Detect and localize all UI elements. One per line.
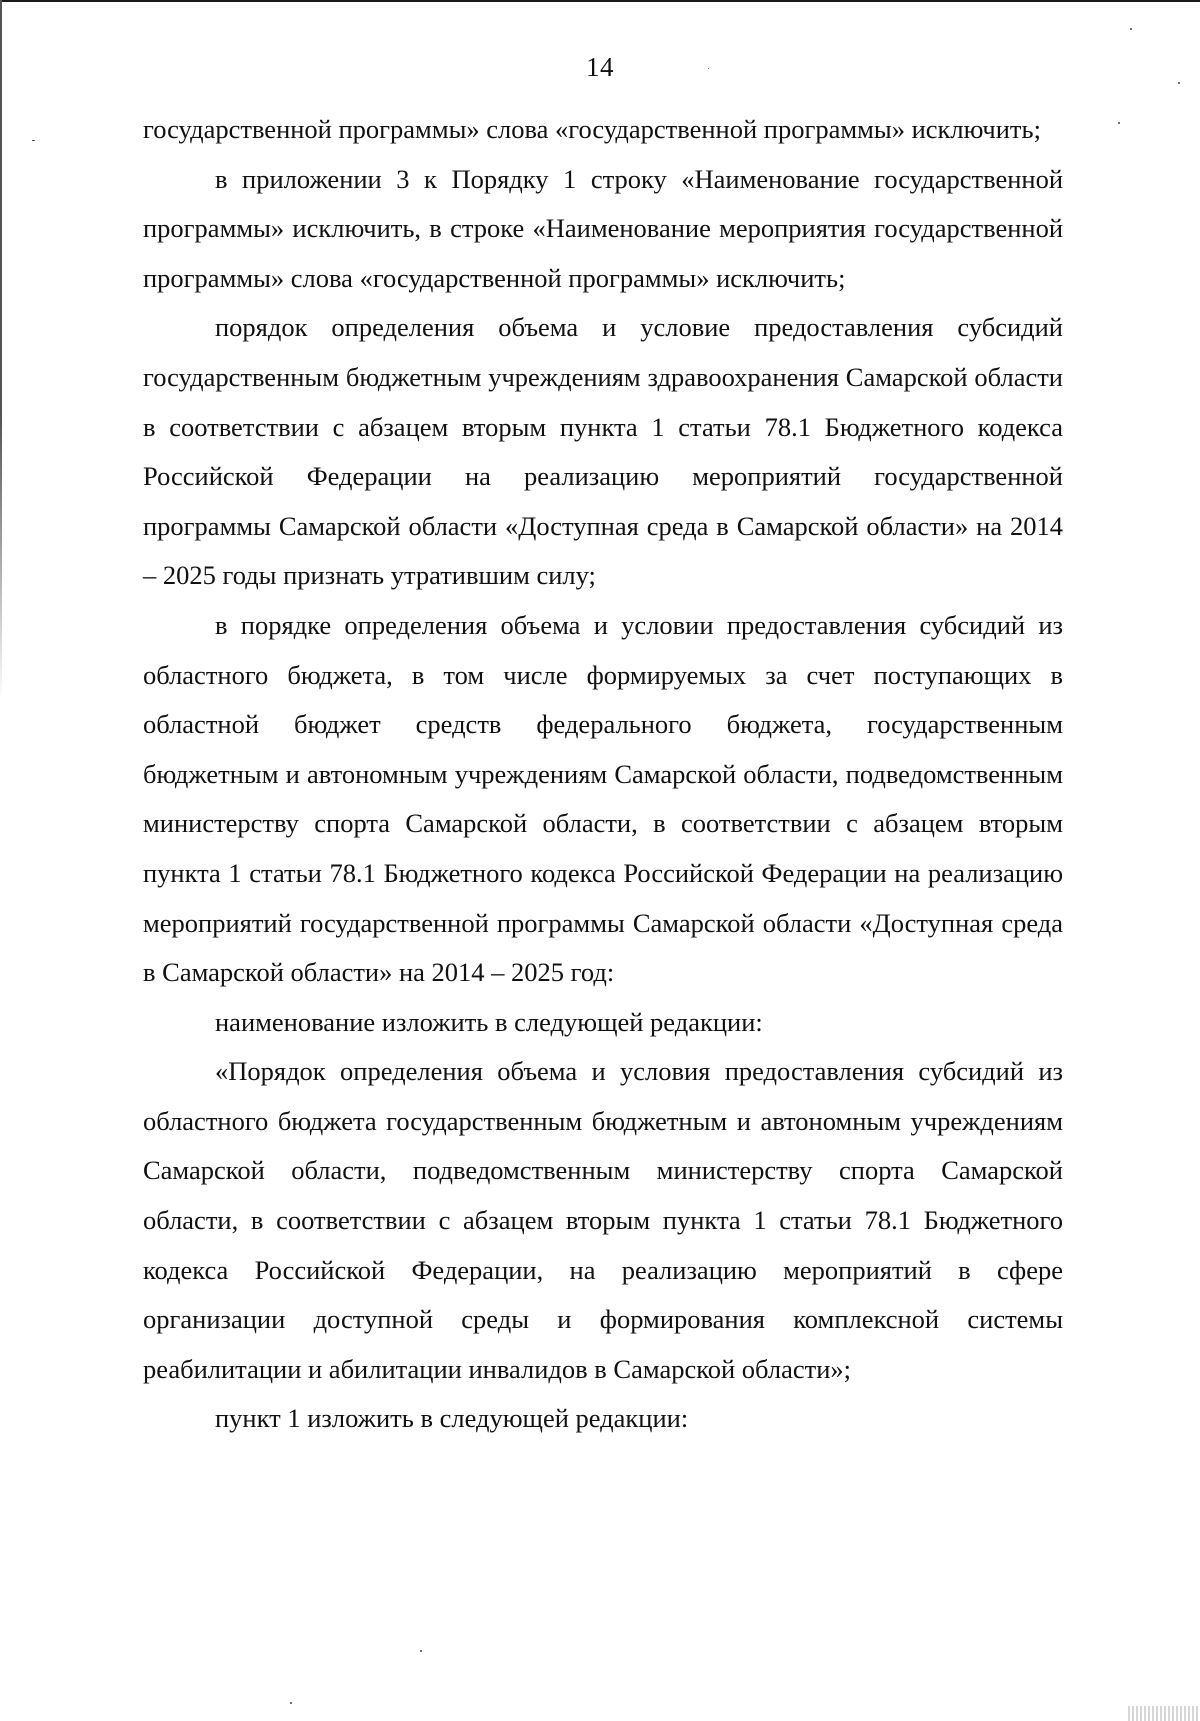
paragraph: государственной программы» слова «государственной программы» исключить; [143, 114, 1041, 144]
paragraph: пункт 1 изложить в следующей редакции: [215, 1403, 689, 1434]
paragraph: в порядке определения объема и условии предоставления субсидий из областного бюджета, в том числе формируемых за счет поступающих в областной бюджет средств федерального бюджета, государственным бюджетным и автономным учреждениям Самарской области, подведомственным министерству спорта Самарской области, в соответствии с абзацем вторым пункта 1 статьи 78.1 Бюджетного кодекса Российской Федерации на реализацию мероприятий государственной программы Самарской области «Доступная среда в Самарской области» на 2014 – 2025 год: [143, 609, 1063, 988]
scan-speck [1130, 28, 1132, 30]
paragraph: «Порядок определения объема и условия предоставления субсидий из областного бюджета государственным бюджетным и автономным учреждениям Самарской области, подведомственным министерству спорта Самарской области, в соответствии с абзацем вторым пункта 1 статьи 78.1 Бюджетного кодекса Российской Федерации, на реализацию мероприятий в сфере организации доступной среды и формирования комплексной системы реабилитации и абилитации инвалидов в Самарской области»; [143, 1056, 1063, 1384]
scan-speck [32, 140, 35, 141]
paragraph: наименование изложить в следующей редакции: [215, 1006, 763, 1037]
scan-top-edge [0, 0, 1200, 2]
scan-speck [1118, 122, 1120, 124]
document-body [143, 105, 1063, 1444]
page-number: 14 [586, 52, 614, 82]
scan-left-edge [0, 0, 2, 700]
scan-speck [420, 1650, 422, 1652]
paragraph: в приложении 3 к Порядку 1 строку «Наименование государственной программы» исключить, в строке «Наименование мероприятия государственной программы» слова «государственной программы» исключить; [143, 163, 1063, 293]
scan-speck [290, 1702, 292, 1704]
scan-corner-artifact [1128, 1706, 1200, 1721]
paragraph: порядок определения объема и условие предоставления субсидий государственным бюджетным учреждениям здравоохранения Самарской области в соответствии с абзацем вторым пункта 1 статьи 78.1 Бюджетного кодекса Российской Федерации на реализацию мероприятий государственной программы Самарской области «Доступная среда в Самарской области» на 2014 – 2025 годы признать утратившим силу; [143, 312, 1063, 591]
